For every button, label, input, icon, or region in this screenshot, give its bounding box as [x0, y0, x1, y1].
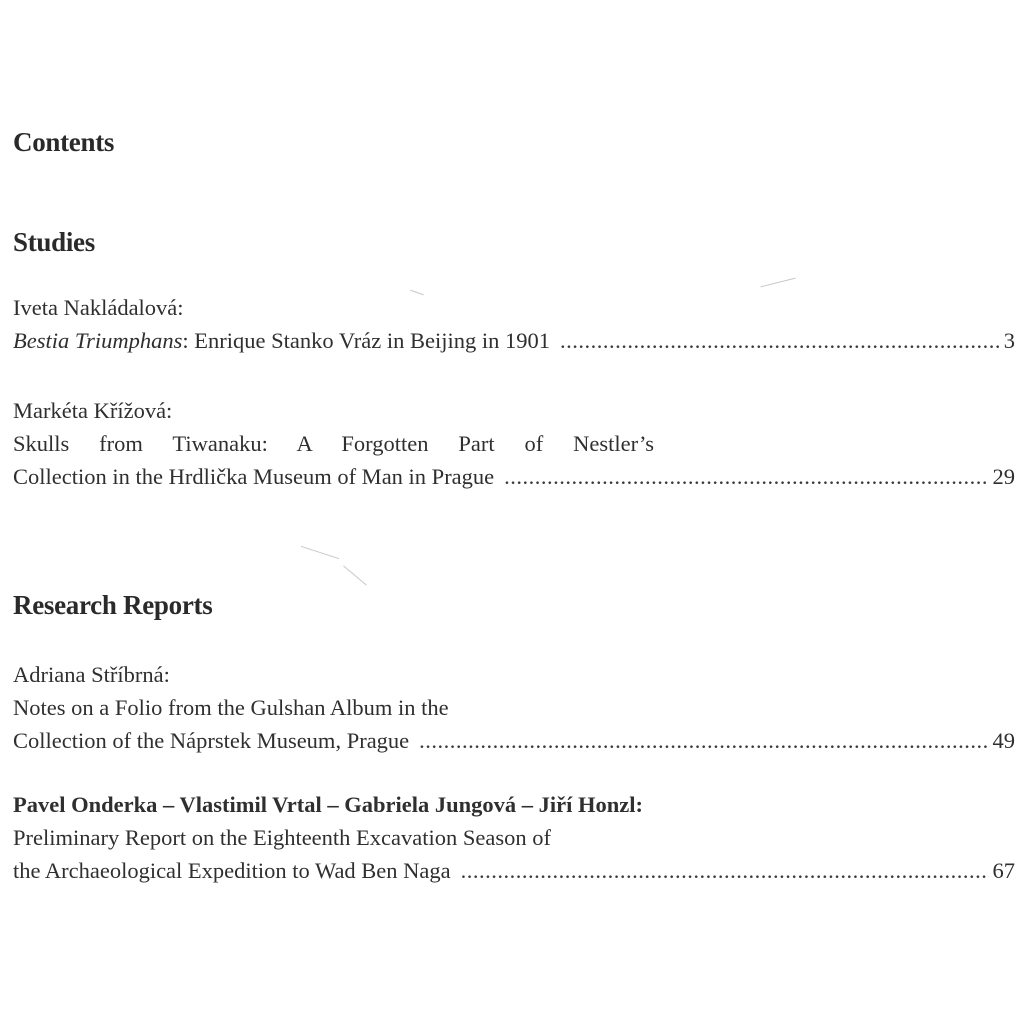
entry-title-line-2: [13, 854, 1015, 887]
entry-title-line-2-text: Collection in the Hrdlička Museum of Man in Prague: [13, 464, 495, 489]
entry-author: Markéta Křížová:: [13, 398, 173, 423]
entry-title-line-2-text: Collection of the Náprstek Museum, Prague: [13, 728, 410, 753]
toc-entry-onderka: [13, 788, 1013, 887]
dot-leader: [419, 724, 988, 757]
toc-entry-naklladalova: [13, 291, 1013, 357]
paper-speck: [301, 546, 339, 559]
entry-title-line-1: Notes on a Folio from the Gulshan Album in the: [13, 695, 449, 720]
entry-title-line-2-text: the Archaeological Expedition to Wad Ben Naga: [13, 858, 451, 883]
entry-title-italic: Bestia Triumphans: [13, 328, 183, 353]
toc-entry-stribrna: [13, 658, 1013, 757]
toc-entry-krizova: [13, 394, 1013, 493]
page-number: 49: [992, 728, 1015, 753]
entry-author: Adriana Stříbrná:: [13, 662, 170, 687]
entry-title-line-1: Preliminary Report on the Eighteenth Excavation Season of: [13, 825, 551, 850]
dot-leader: [560, 324, 1000, 357]
entry-author: Pavel Onderka – Vlastimil Vrtal – Gabriela Jungová – Jiří Honzl:: [13, 792, 643, 817]
entry-title-line-2: [13, 460, 1015, 493]
page-number: 67: [992, 858, 1015, 883]
section-heading-research-reports: Research Reports: [13, 590, 213, 620]
entry-title: [13, 324, 550, 357]
paper-speck: [760, 278, 795, 288]
page-number: 29: [992, 464, 1015, 489]
dot-leader: [461, 854, 989, 887]
page-number: 3: [1003, 328, 1015, 353]
paper-speck: [343, 565, 367, 585]
entry-author: Iveta Nakládalová:: [13, 295, 184, 320]
entry-title-line: [13, 324, 1015, 357]
dot-leader: [504, 460, 988, 493]
entry-title-rest: : Enrique Stanko Vráz in Beijing in 1901: [182, 328, 550, 353]
section-heading-studies: Studies: [13, 227, 95, 257]
contents-title: Contents: [13, 127, 115, 157]
entry-title-line-2: [13, 724, 1015, 757]
entry-title-line-1: Skulls from Tiwanaku: A Forgotten Part of Nestler’s: [13, 431, 654, 456]
